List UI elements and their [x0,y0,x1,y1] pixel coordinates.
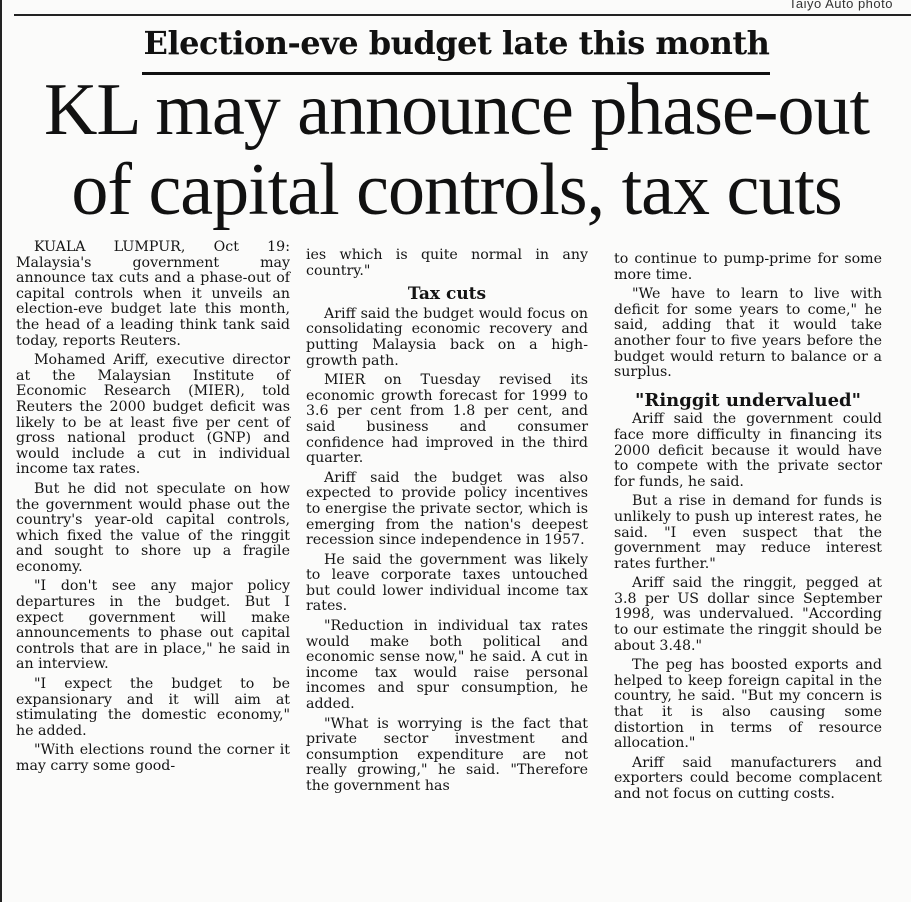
paragraph: MIER on Tuesday revised its economic growth forecast for 1999 to 3.6 per cent from 1.8 per cent, and said business and consumer confidence had improved in the third quarter. [306,372,588,467]
subhead-ringgit-undervalued: "Ringgit undervalued" [634,389,861,411]
paragraph: Ariff said manufacturers and exporters could become complacent and not focus on cutting costs. [614,754,882,802]
article-column-1 [16,240,290,779]
main-headline [2,70,911,230]
article-column-3 [614,252,882,807]
paragraph: "I don't see any major policy departures in the budget. But I expect government will make announcements to phase out capital controls that are in place," he said in an interview. [16,578,290,673]
paragraph: He said the government was likely to leave corporate taxes untouched but could lower individual income tax rates. [306,551,588,615]
article-column-2 [306,248,588,799]
paragraph: Ariff said the ringgit, pegged at 3.8 per US dollar since September 1998, was undervalued. "According to our estimate the ringgit should be about 3.48." [614,575,882,654]
paragraph: Ariff said the budget was also expected to provide policy incentives to energise the private sector, which is emerging from the nation's deepest recession since independence in 1957. [306,469,588,549]
paragraph: KUALA LUMPUR, Oct 19: Malaysia's government may announce tax cuts and a phase-out of capital controls when it unveils an election-eve budget late this month, the head of a leading think tank said today, reports Reuters. [16,239,290,349]
paragraph: Ariff said the government could face more difficulty in financing its 2000 deficit because it would have to compete with the private sector for funds, he said. [614,411,882,490]
paragraph: The peg has boosted exports and helped to keep foreign capital in the country, he said. "But my concern is that it is also causing some distortion in terms of resource allocation." [614,657,882,752]
paragraph: "What is worrying is the fact that private sector investment and consumption expenditure are not really growing," he said. "Therefore the government has [306,715,588,794]
top-rule [14,14,911,16]
paragraph: to continue to pump-prime for some more time. [614,251,882,283]
headline-line-2: of capital controls, tax cuts [71,149,842,231]
subhead-tax-cuts: Tax cuts [407,284,487,305]
paragraph: "Reduction in individual tax rates would make both political and economic sense now," he said. A cut in income tax would raise personal incomes and spur consumption, he added. [306,618,588,713]
paragraph: "With elections round the corner it may carry some good- [16,742,290,774]
paragraph: Ariff said the budget would focus on consolidating economic recovery and putting Malaysia back on a high-growth path. [306,305,588,369]
headline-line-1: KL may announce phase-out [43,69,870,151]
paragraph: "We have to learn to live with deficit for some years to come," he said, adding that it would take another four to five years before the budget would return to balance or a surplus. [614,286,882,381]
paragraph: But he did not speculate on how the government would phase out the country's year-old capital controls, which fixed the value of the ringgit and sought to shore up a fragile economy. [16,480,290,575]
photo-credit: Taiyo Auto photo [788,0,893,11]
paragraph: "I expect the budget to be expansionary and it will aim at stimulating the domestic economy," he added. [16,676,290,739]
kicker-headline: Election-eve budget late this month [143,24,770,62]
paragraph: ies which is quite normal in any country." [306,247,588,279]
paragraph: But a rise in demand for funds is unlikely to push up interest rates, he said. "I even suspect that the government may reduce interest rates further." [614,493,882,572]
paragraph: Mohamed Ariff, executive director at the Malaysian Institute of Economic Research (MIER), told Reuters the 2000 budget deficit was likely to be at least five per cent of gross national product (GNP) and would include a cut in individual income tax rates. [16,352,290,478]
